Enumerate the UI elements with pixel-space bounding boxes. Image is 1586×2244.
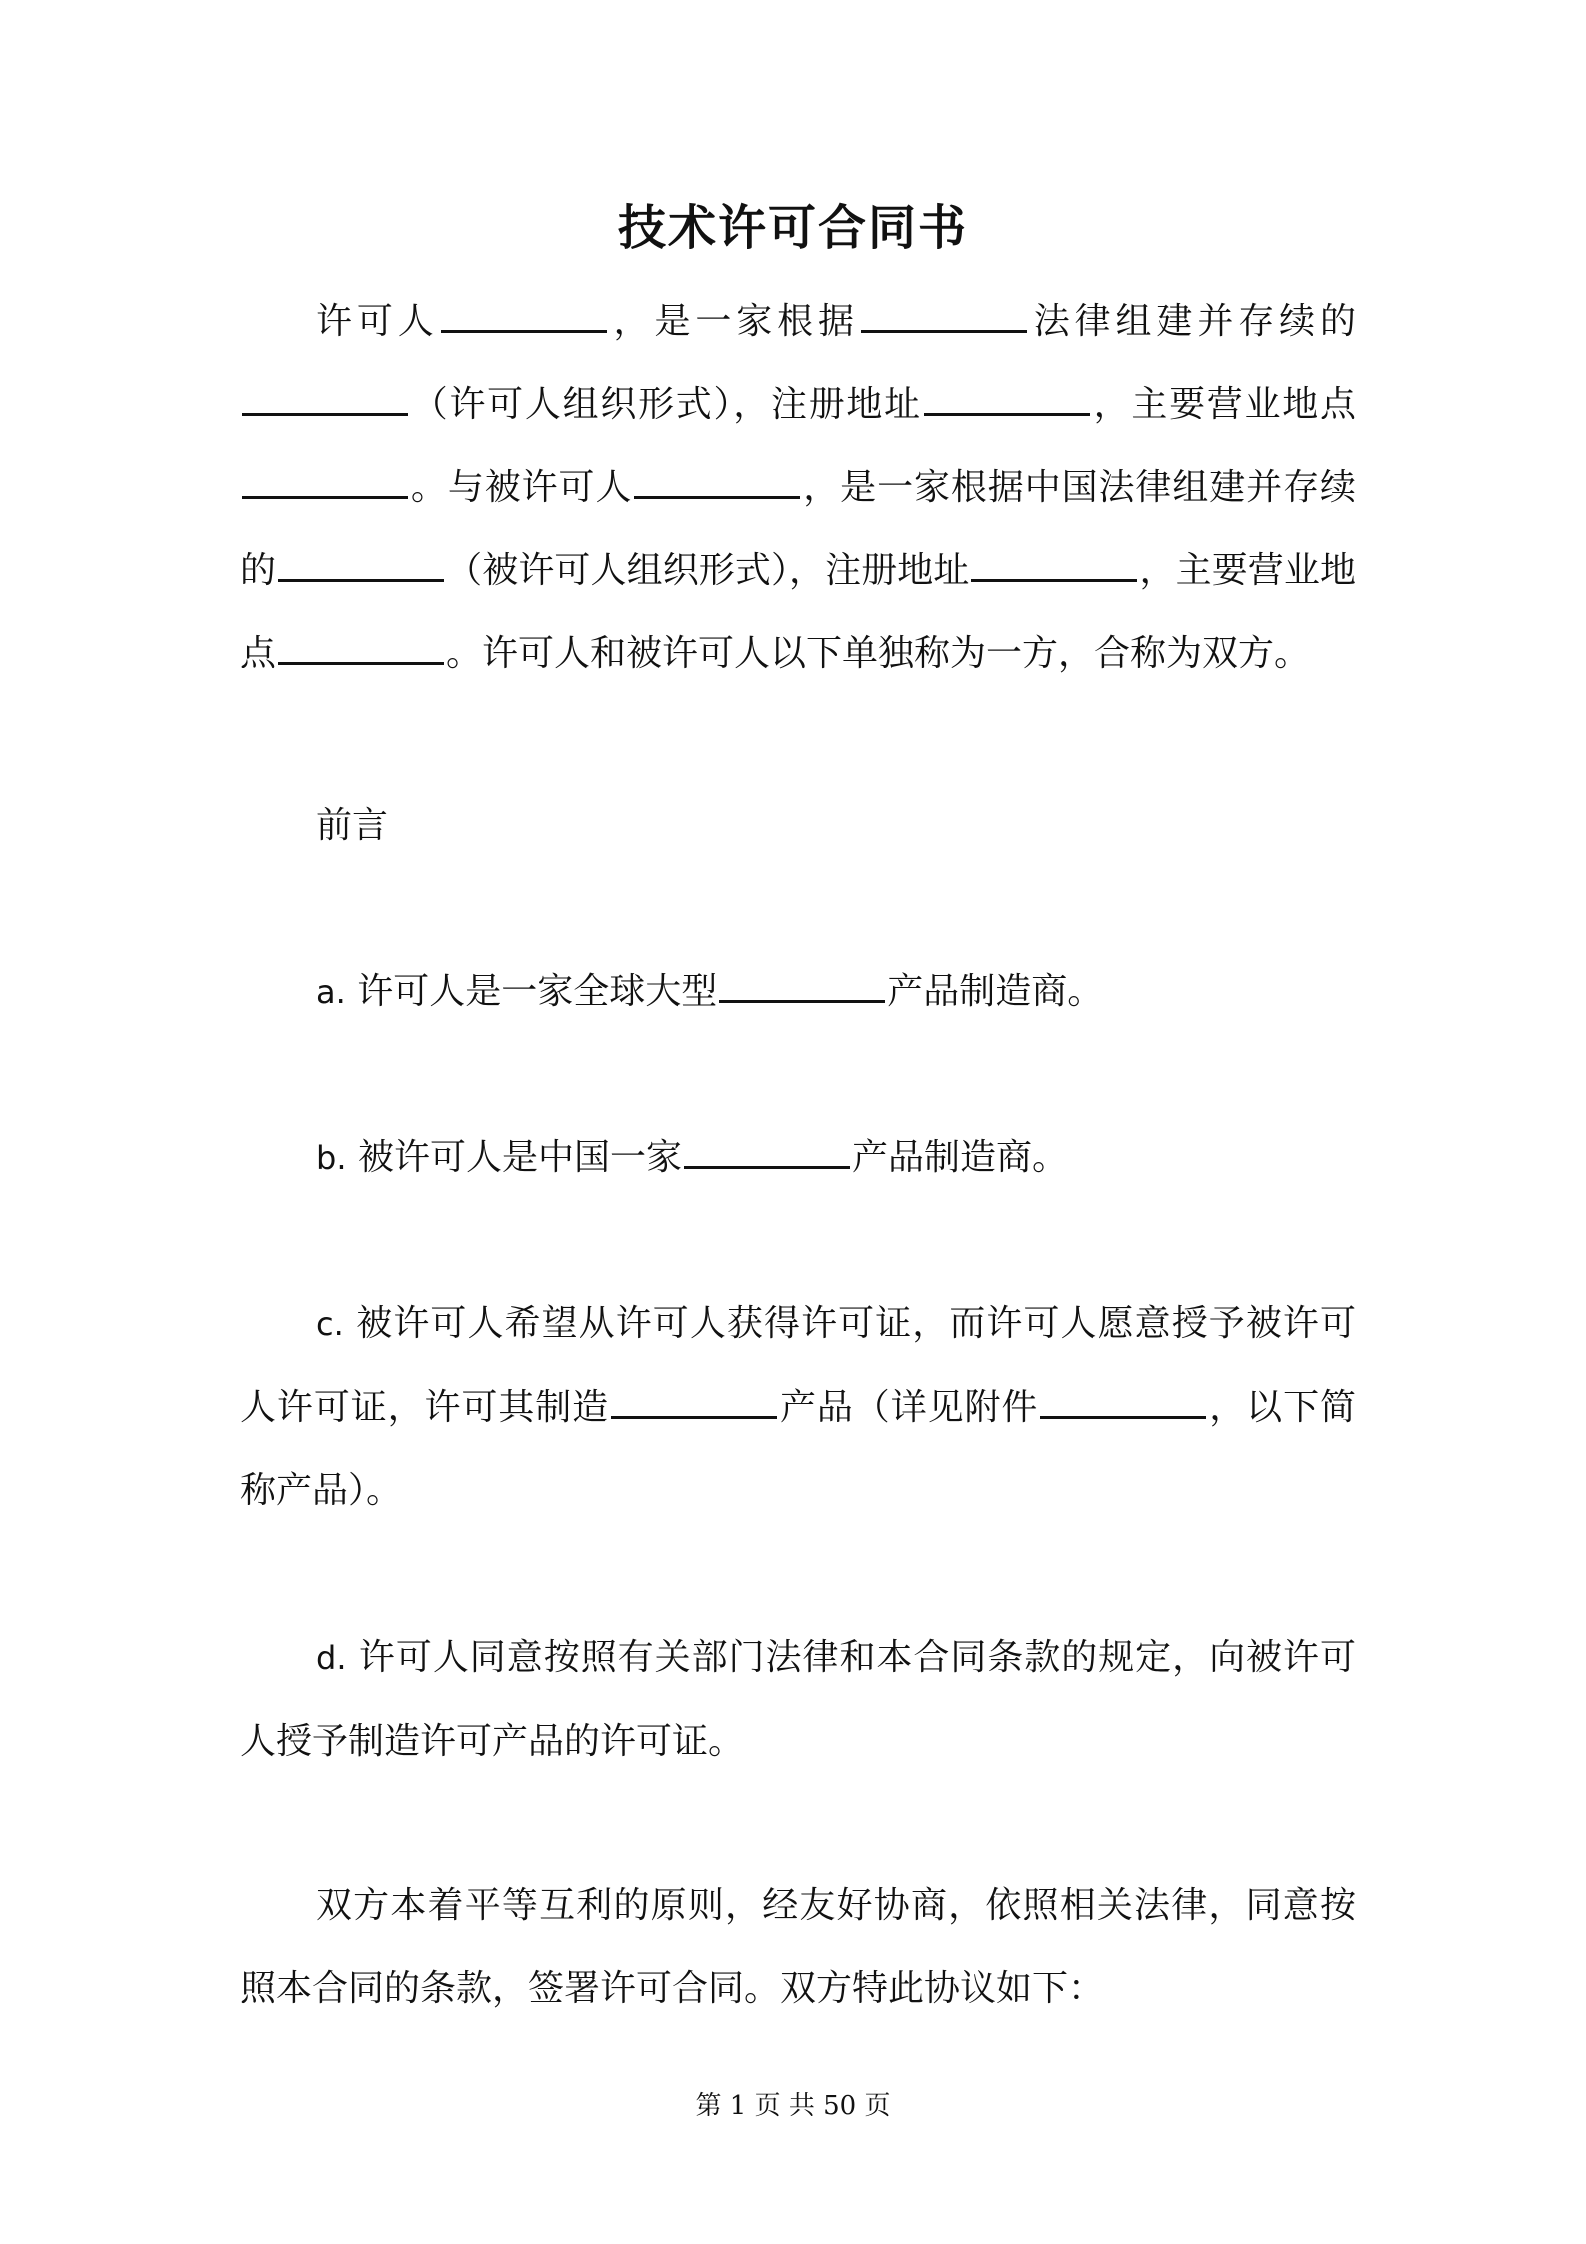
licensed-product-blank[interactable] xyxy=(611,1412,777,1419)
intro-text: 许可人 xyxy=(316,301,439,342)
licensor-law-blank[interactable] xyxy=(861,326,1027,333)
closing-text: 双方本着平等互利的原则，经友好协商，依照相关法律，同意按照本合同的条款，签署许可合同。双方特此协议如下： xyxy=(240,1885,1356,2009)
intro-text: ，是一家根据 xyxy=(608,301,859,342)
page-footer: 第 1 页 共 50 页 xyxy=(695,2091,891,2121)
preface-item-b xyxy=(240,1116,1356,1200)
preface-heading-text: 前言 xyxy=(316,805,389,846)
item-marker: d. xyxy=(316,1639,347,1677)
item-marker: b. xyxy=(316,1139,347,1177)
intro-text: 法律组建并存续的 xyxy=(1028,301,1356,342)
licensee-org-form-blank[interactable] xyxy=(278,575,444,582)
licensee-product-blank[interactable] xyxy=(684,1162,850,1169)
intro-text: ，主要营业地点 xyxy=(240,550,1356,674)
licensor-org-form-blank[interactable] xyxy=(242,409,408,416)
intro-paragraph xyxy=(240,280,1356,695)
intro-text: （被许可人组织形式），注册地址 xyxy=(446,550,970,591)
item-text: 产品（详见附件 xyxy=(779,1387,1039,1428)
closing-paragraph xyxy=(240,1864,1356,2030)
item-marker: c. xyxy=(316,1305,344,1343)
item-text: 产品制造商。 xyxy=(887,971,1104,1012)
preface-item-d xyxy=(240,1616,1356,1783)
item-text: 许可人是一家全球大型 xyxy=(357,971,718,1012)
licensee-address-blank[interactable] xyxy=(971,575,1137,582)
item-text: ，以下简称产品）。 xyxy=(240,1387,1356,1511)
licensee-name-blank[interactable] xyxy=(634,492,800,499)
item-marker: a. xyxy=(316,973,346,1011)
licensee-business-place-blank[interactable] xyxy=(278,658,444,665)
licensor-address-blank[interactable] xyxy=(924,409,1090,416)
licensor-business-place-blank[interactable] xyxy=(242,492,408,499)
annex-number-blank[interactable] xyxy=(1040,1412,1206,1419)
document-title: 技术许可合同书 xyxy=(617,200,968,256)
preface-heading xyxy=(240,784,1356,867)
item-text: 产品制造商。 xyxy=(851,1137,1068,1178)
item-text: 被许可人是中国一家 xyxy=(357,1137,682,1178)
intro-text: ，主要营业地点 xyxy=(1091,384,1356,425)
item-text: 许可人同意按照有关部门法律和本合同条款的规定，向被许可人授予制造许可产品的许可证。 xyxy=(240,1637,1356,1762)
intro-text: 。许可人和被许可人以下单独称为一方，合称为双方。 xyxy=(446,633,1311,674)
preface-item-a xyxy=(240,950,1356,1034)
intro-text: ，是一家根据中国法律组建并存续的 xyxy=(240,467,1356,591)
licensor-name-blank[interactable] xyxy=(441,326,607,333)
intro-text: 。与被许可人 xyxy=(410,467,633,508)
preface-item-c xyxy=(240,1282,1356,1532)
licensor-product-blank[interactable] xyxy=(719,996,885,1003)
intro-text: （许可人组织形式），注册地址 xyxy=(410,384,922,425)
item-text: 被许可人希望从许可人获得许可证，而许可人愿意授予被许可人许可证，许可其制造 xyxy=(240,1303,1356,1428)
